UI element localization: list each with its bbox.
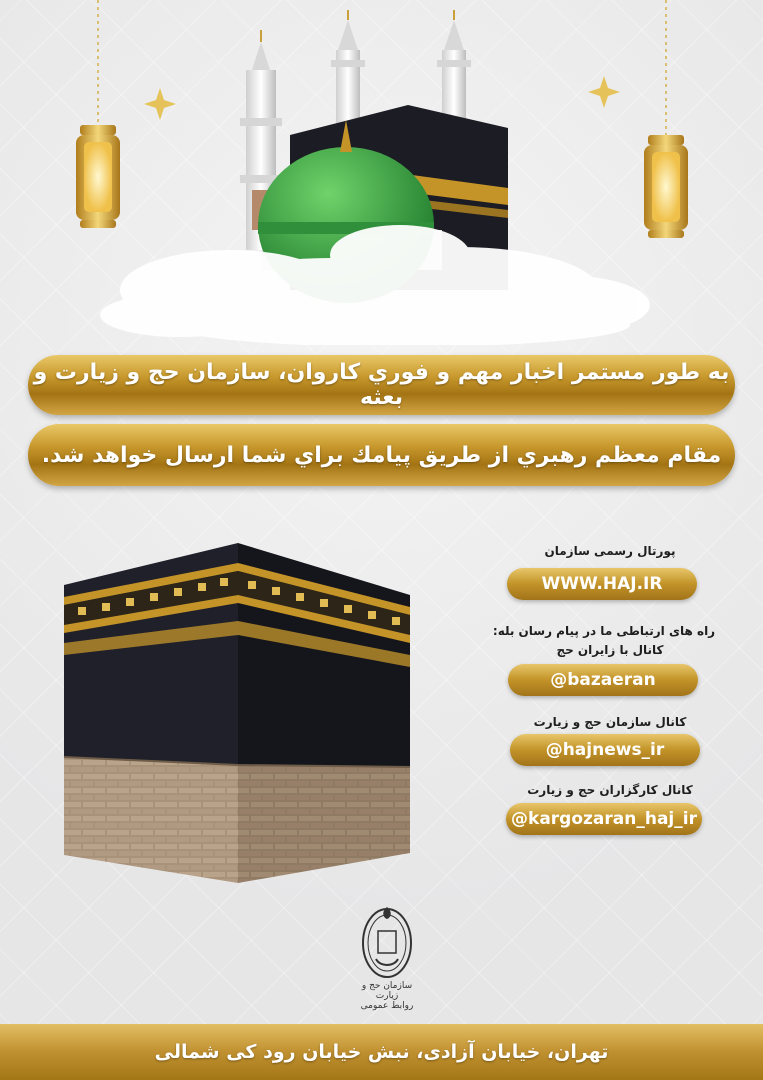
headline-bar-2 <box>28 424 735 486</box>
minaret-icon <box>437 10 471 130</box>
channel2-label: کانال سازمان حج و زیارت <box>533 715 687 729</box>
channels-intro: راه های ارتباطی ما در پیام رسان بله: <box>492 624 716 638</box>
channel2-handle-link[interactable]: @hajnews_ir <box>510 734 700 766</box>
portal-url-link[interactable]: WWW.HAJ.IR <box>507 568 697 600</box>
headline-bar-1 <box>28 355 735 415</box>
logo-org-name: سازمان حج و زیارت <box>361 981 413 1001</box>
logo-dept-name: روابط عمومی <box>360 1001 414 1011</box>
headline-line-1: به طور مستمر اخبار مهم و فوري كاروان، سازمان حج و زيارت و بعثه <box>33 360 730 410</box>
channel1-handle-link[interactable]: @bazaeran <box>508 664 698 696</box>
footer-bar <box>0 1024 763 1080</box>
channel3-label: کانال کارگزاران حج و زیارت <box>527 783 693 797</box>
portal-label: پورتال رسمی سازمان <box>544 544 676 558</box>
channel3-handle-link[interactable]: @kargozaran_haj_ir <box>506 803 702 835</box>
haj-logo <box>357 903 417 1018</box>
cloud-icon <box>100 225 650 345</box>
lantern-left-icon <box>76 0 120 228</box>
star-right-icon <box>588 76 620 108</box>
holy-sites-illustration <box>0 0 763 345</box>
haj-emblem-icon <box>360 903 414 979</box>
kaaba-icon <box>58 535 418 895</box>
headline-line-2: مقام معظم رهبري از طريق پيامك براي شما ارسال خواهد شد. <box>41 442 722 468</box>
lantern-right-icon <box>644 0 688 238</box>
channel1-label: کانال با زایران حج <box>556 643 664 657</box>
star-left-icon <box>144 88 176 120</box>
footer-address: تهران، خیابان آزادی، نبش خیابان رود کی شمالی <box>154 1041 609 1063</box>
